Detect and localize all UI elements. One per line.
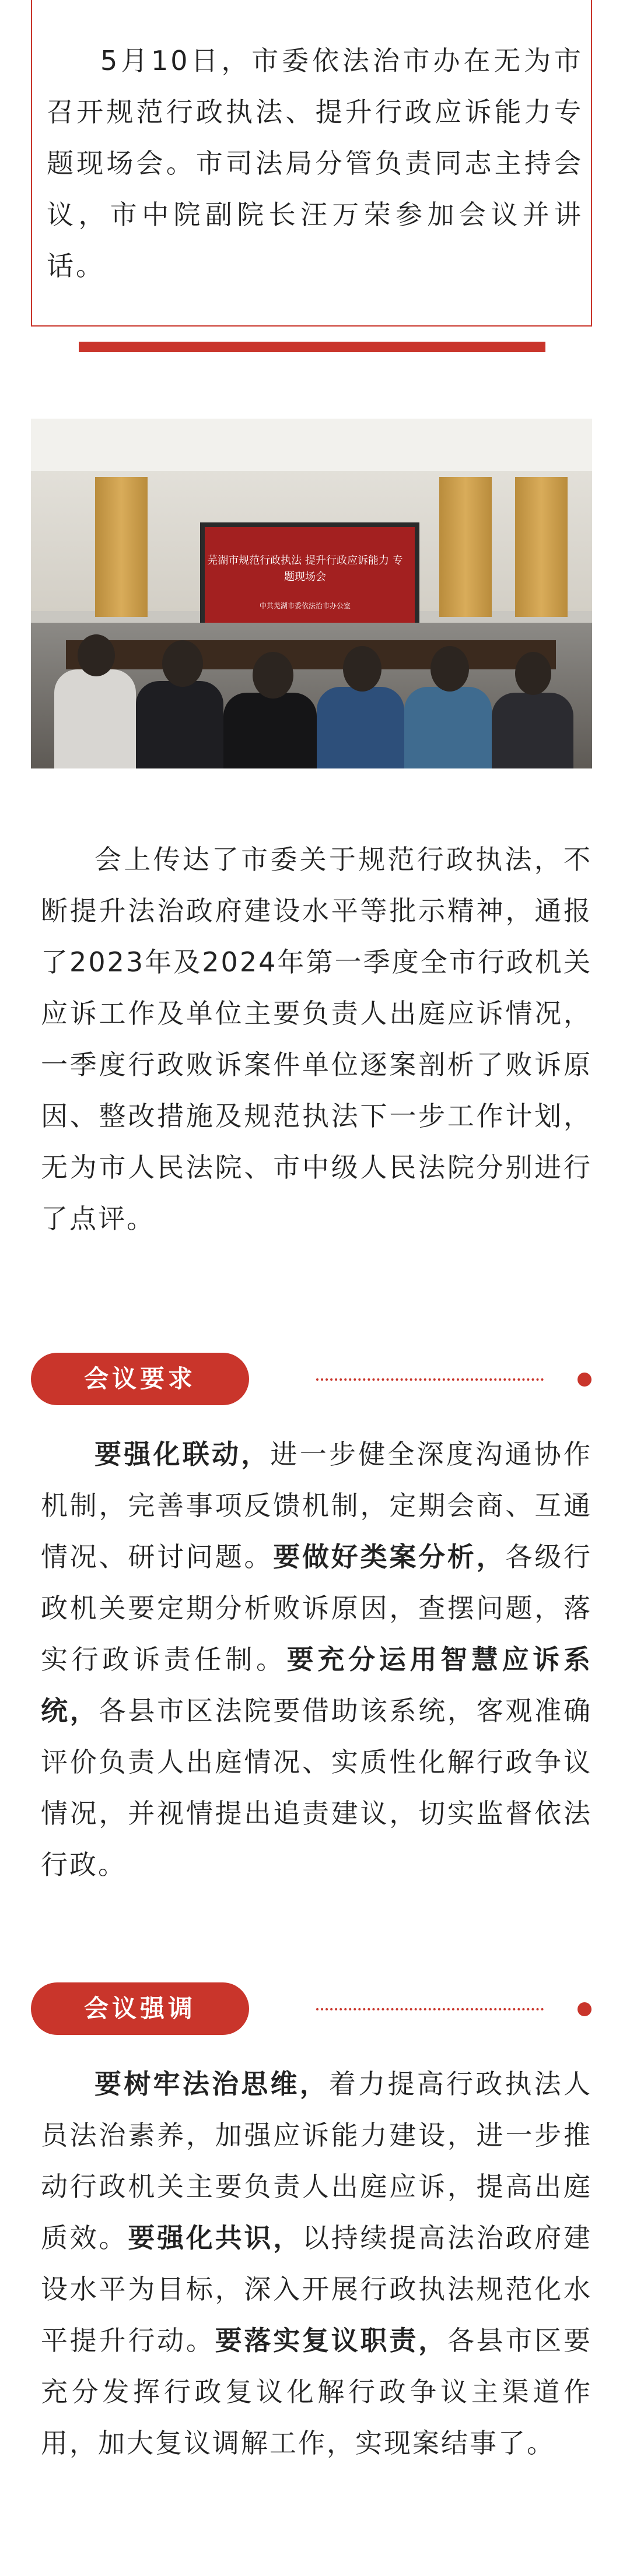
requirements-paragraph	[41, 1429, 592, 1890]
photo-table	[66, 640, 556, 669]
attendee	[492, 693, 573, 768]
attendee	[54, 669, 136, 768]
requirement-1-bold: 要强化联动，	[94, 1438, 271, 1470]
attendee	[404, 687, 492, 768]
photo-ceiling	[31, 419, 592, 471]
attendee-head	[430, 646, 469, 692]
attendee-head	[515, 652, 551, 695]
emphasis-3-bold: 要落实复议职责，	[215, 2325, 447, 2356]
requirement-2-text: 各级行政机关要定期分析败诉原因，查摆问题，落实行政诉责任制。	[41, 1541, 593, 1675]
requirement-1-text: 进一步健全深度沟通协作机制，完善事项反馈机制，定期会商、互通情况、研讨问题。	[41, 1438, 592, 1573]
emphasis-paragraph	[41, 2058, 592, 2469]
section-dotted-line	[316, 1378, 544, 1381]
requirement-2-bold: 要做好类案分析，	[273, 1541, 506, 1573]
photo-curtain	[515, 477, 568, 617]
photo-curtain	[95, 477, 148, 617]
emphasis-3-text: 各县市区要充分发挥行政复议化解行政争议主渠道作用，加大复议调解工作，实现案结事了。	[41, 2325, 593, 2459]
emphasis-1-text: 着力提高行政执法人员法治素养，加强应诉能力建设，进一步推动行政机关主要负责人出庭应诉，提高出庭质效。	[41, 2068, 592, 2254]
summary-paragraph	[41, 834, 592, 1244]
attendee-head	[78, 634, 115, 676]
section-title-emphasis: 会议强调	[31, 1982, 249, 2035]
emphasis-2-bold: 要强化共识，	[128, 2222, 303, 2254]
section-dot	[578, 1373, 592, 1387]
attendee-head	[343, 646, 382, 692]
screen-title: 芜湖市规范行政执法 提升行政应诉能力 专题现场会	[207, 554, 403, 583]
attendee	[223, 693, 317, 768]
screen-subtitle: 中共芜湖市委依法治市办公室	[259, 602, 351, 610]
meeting-photo	[31, 419, 592, 768]
attendee	[317, 687, 404, 768]
emphasis-1-bold: 要树牢法治思维，	[94, 2068, 329, 2100]
requirement-3-text: 各县市区法院要借助该系统，客观准确评价负责人出庭情况、实质性化解行政争议情况，并视情提出追责建议，切实监督依法行政。	[41, 1695, 593, 1880]
section-title-requirements: 会议要求	[31, 1353, 249, 1405]
summary-text: 会上传达了市委关于规范行政执法，不断提升法治政府建设水平等批示精神，通报了2023年及2024年第一季度全市行政机关应诉工作及单位主要负责人出庭应诉情况，一季度行政败诉案件单位逐案剖析了败诉原因、整改措施及规范执法下一步工作计划，无为市人民法院、市中级人民法院分别进行了点评。	[41, 844, 592, 1234]
emphasis-2-text: 以持续提高法治政府建设水平为目标，深入开展行政执法规范化水平提升行动。	[41, 2222, 593, 2356]
attendee	[136, 681, 223, 768]
section-dotted-line	[316, 2008, 544, 2010]
attendee-head	[253, 652, 293, 699]
intro-paragraph: 5月10日，市委依法治市办在无为市召开规范行政执法、提升行政应诉能力专题现场会。市司法局分管负责同志主持会议，市中院副院长汪万荣参加会议并讲话。	[47, 45, 583, 282]
photo-curtain	[439, 477, 492, 617]
section-dot	[578, 2002, 592, 2016]
requirement-3-bold: 要充分运用智慧应诉系统，	[41, 1644, 593, 1726]
intro-underline-bar	[79, 342, 545, 352]
attendee-head	[162, 640, 203, 687]
